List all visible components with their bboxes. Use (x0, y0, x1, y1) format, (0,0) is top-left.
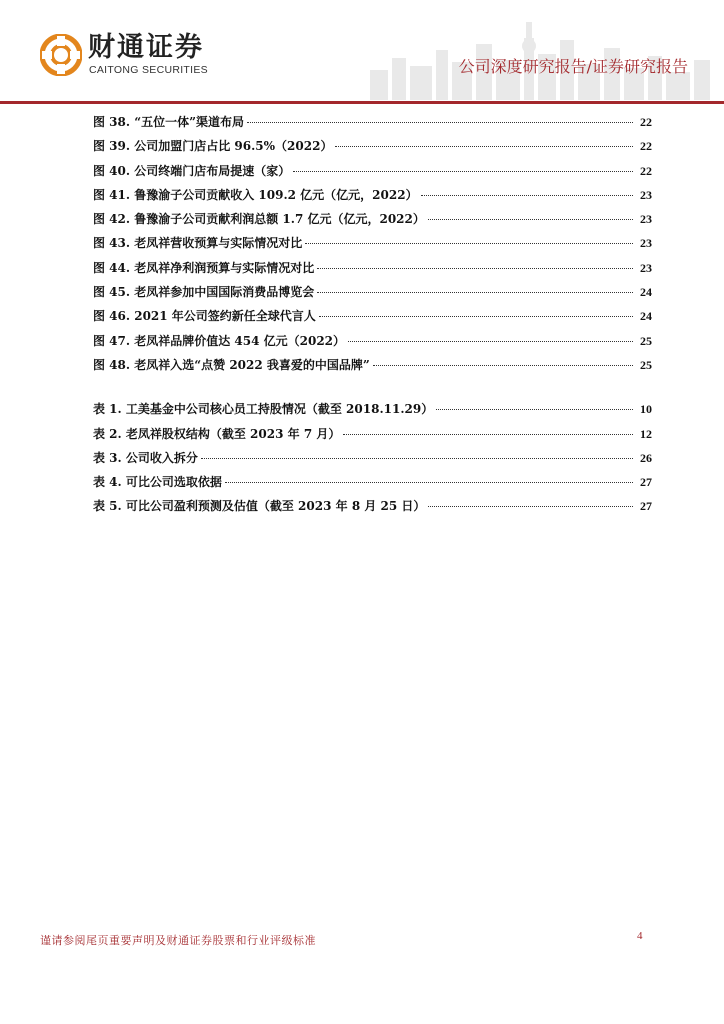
header-divider (0, 101, 724, 104)
toc-entry[interactable] (93, 162, 652, 186)
toc-entry-page: 23 (640, 236, 652, 251)
toc-entry[interactable] (93, 113, 652, 137)
toc-entry-page: 23 (640, 187, 652, 202)
toc-entry-label: 图 46. 2021 年公司签约新任全球代言人 (93, 309, 316, 324)
toc-entry-label: 图 44. 老凤祥净利润预算与实际情况对比 (93, 260, 315, 275)
toc-dot-leader (319, 316, 633, 317)
toc-entry[interactable] (93, 307, 652, 331)
toc-dot-leader (436, 409, 633, 410)
toc-entry-label: 图 39. 公司加盟门店占比 96.5%（2022） (93, 139, 333, 154)
toc-entry-page: 10 (640, 402, 652, 417)
toc-entry-label: 图 45. 老凤祥参加中国国际消费品博览会 (93, 285, 315, 300)
table-of-contents (93, 113, 652, 522)
toc-entry[interactable] (93, 137, 652, 161)
toc-entry[interactable] (93, 259, 652, 283)
toc-entry[interactable] (93, 332, 652, 356)
caitong-logo-icon (40, 34, 82, 76)
toc-dot-leader (428, 506, 633, 507)
toc-entry-page: 12 (640, 426, 652, 441)
toc-entry[interactable] (93, 283, 652, 307)
toc-entry-label: 表 5. 可比公司盈利预测及估值（截至 2023 年 8 月 25 日） (93, 499, 426, 514)
toc-entry-label: 图 47. 老凤祥品牌价值达 454 亿元（2022） (93, 333, 346, 348)
toc-dot-leader (343, 434, 633, 435)
page-number: 4 (637, 930, 643, 942)
footer-disclaimer: 谨请参阅尾页重要声明及财通证券股票和行业评级标准 (40, 934, 316, 947)
toc-entry-label: 表 2. 老凤祥股权结构（截至 2023 年 7 月） (93, 426, 341, 441)
toc-dot-leader (305, 243, 633, 244)
toc-entry-label: 图 43. 老凤祥营收预算与实际情况对比 (93, 236, 303, 251)
toc-entry-label: 表 3. 公司收入拆分 (93, 450, 198, 465)
toc-entry-page: 26 (640, 450, 652, 465)
toc-entry-label: 表 1. 工美基金中公司核心员工持股情况（截至 2018.11.29） (93, 402, 434, 417)
logo-chinese-name: 财通证券 (88, 32, 204, 63)
toc-dot-leader (293, 171, 633, 172)
report-type-title: 公司深度研究报告/证券研究报告 (458, 57, 688, 76)
toc-entry[interactable] (93, 186, 652, 210)
toc-entry-label: 图 40. 公司终端门店布局提速（家） (93, 163, 291, 178)
toc-entry-label: 表 4. 可比公司选取依据 (93, 475, 222, 490)
toc-entry-page: 24 (640, 285, 652, 300)
toc-entry-page: 24 (640, 309, 652, 324)
toc-entry-label: 图 41. 鲁豫渝子公司贡献收入 109.2 亿元（亿元，2022） (93, 187, 418, 202)
toc-entry[interactable] (93, 234, 652, 258)
toc-dot-leader (421, 195, 633, 196)
section-gap (93, 380, 652, 400)
toc-entry-page: 25 (640, 333, 652, 348)
toc-entry[interactable] (93, 425, 652, 449)
toc-entry-page: 25 (640, 357, 652, 372)
toc-dot-leader (317, 292, 633, 293)
toc-dot-leader (247, 122, 633, 123)
toc-entry[interactable] (93, 473, 652, 497)
toc-dot-leader (335, 146, 633, 147)
toc-entry-page: 22 (640, 139, 652, 154)
logo-english-name: CAITONG SECURITIES (89, 64, 208, 76)
toc-entry[interactable] (93, 356, 652, 380)
toc-dot-leader (348, 341, 633, 342)
toc-entry-label: 图 48. 老凤祥入选“点赞 2022 我喜爱的中国品牌” (93, 357, 370, 372)
toc-entry[interactable] (93, 400, 652, 424)
toc-entry[interactable] (93, 210, 652, 234)
toc-entry-page: 23 (640, 212, 652, 227)
toc-entry-page: 22 (640, 115, 652, 129)
toc-entry-page: 22 (640, 163, 652, 178)
toc-dot-leader (225, 482, 633, 483)
figure-list (93, 113, 652, 380)
toc-entry-page: 27 (640, 475, 652, 490)
toc-entry-label: 图 38. “五位一体”渠道布局 (93, 115, 245, 129)
toc-dot-leader (373, 365, 633, 366)
toc-dot-leader (317, 268, 633, 269)
toc-dot-leader (201, 458, 633, 459)
table-list (93, 400, 652, 521)
toc-entry-page: 23 (640, 260, 652, 275)
toc-entry[interactable] (93, 497, 652, 521)
toc-entry-label: 图 42. 鲁豫渝子公司贡献利润总额 1.7 亿元（亿元，2022） (93, 212, 425, 227)
toc-entry[interactable] (93, 449, 652, 473)
toc-entry-page: 27 (640, 499, 652, 514)
toc-dot-leader (428, 219, 633, 220)
page-header (0, 0, 724, 104)
